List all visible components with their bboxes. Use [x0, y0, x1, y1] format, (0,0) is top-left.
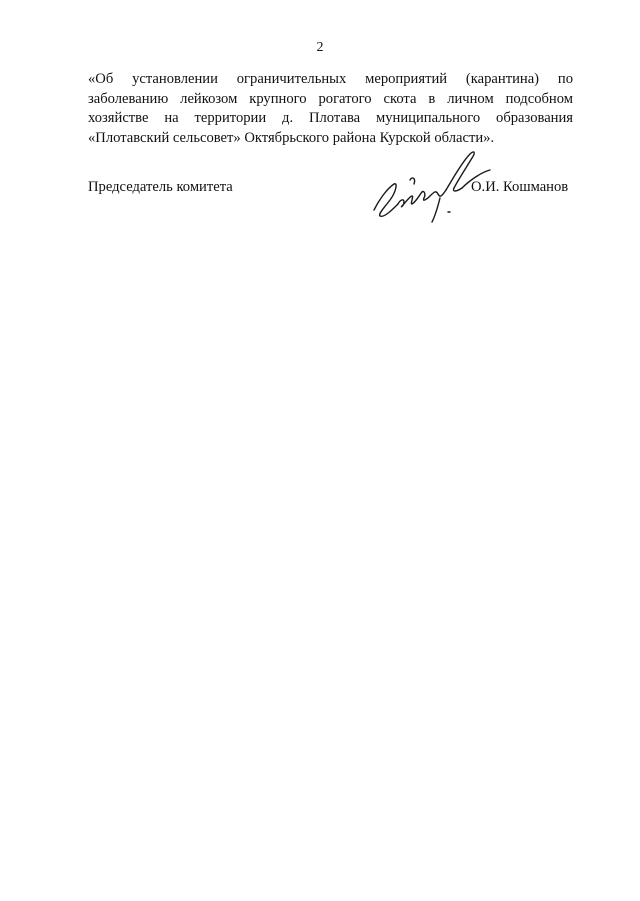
body-text-line: заболеванию лейкозом крупного рогатого скота в личном подсобном	[88, 90, 573, 107]
body-text-line: «Об установлении ограничительных мероприятий (карантина) по	[88, 71, 573, 87]
signer-name: О.И. Кошманов	[471, 179, 569, 195]
page-number: 2	[316, 40, 324, 55]
body-text-line: хозяйстве на территории д. Плотава муниципального образования	[88, 110, 573, 127]
document-body-text	[88, 70, 573, 149]
signer-title: Председатель комитета	[88, 179, 233, 195]
body-text-line: «Плотавский сельсовет» Октябрьского района Курской области».	[88, 130, 495, 147]
